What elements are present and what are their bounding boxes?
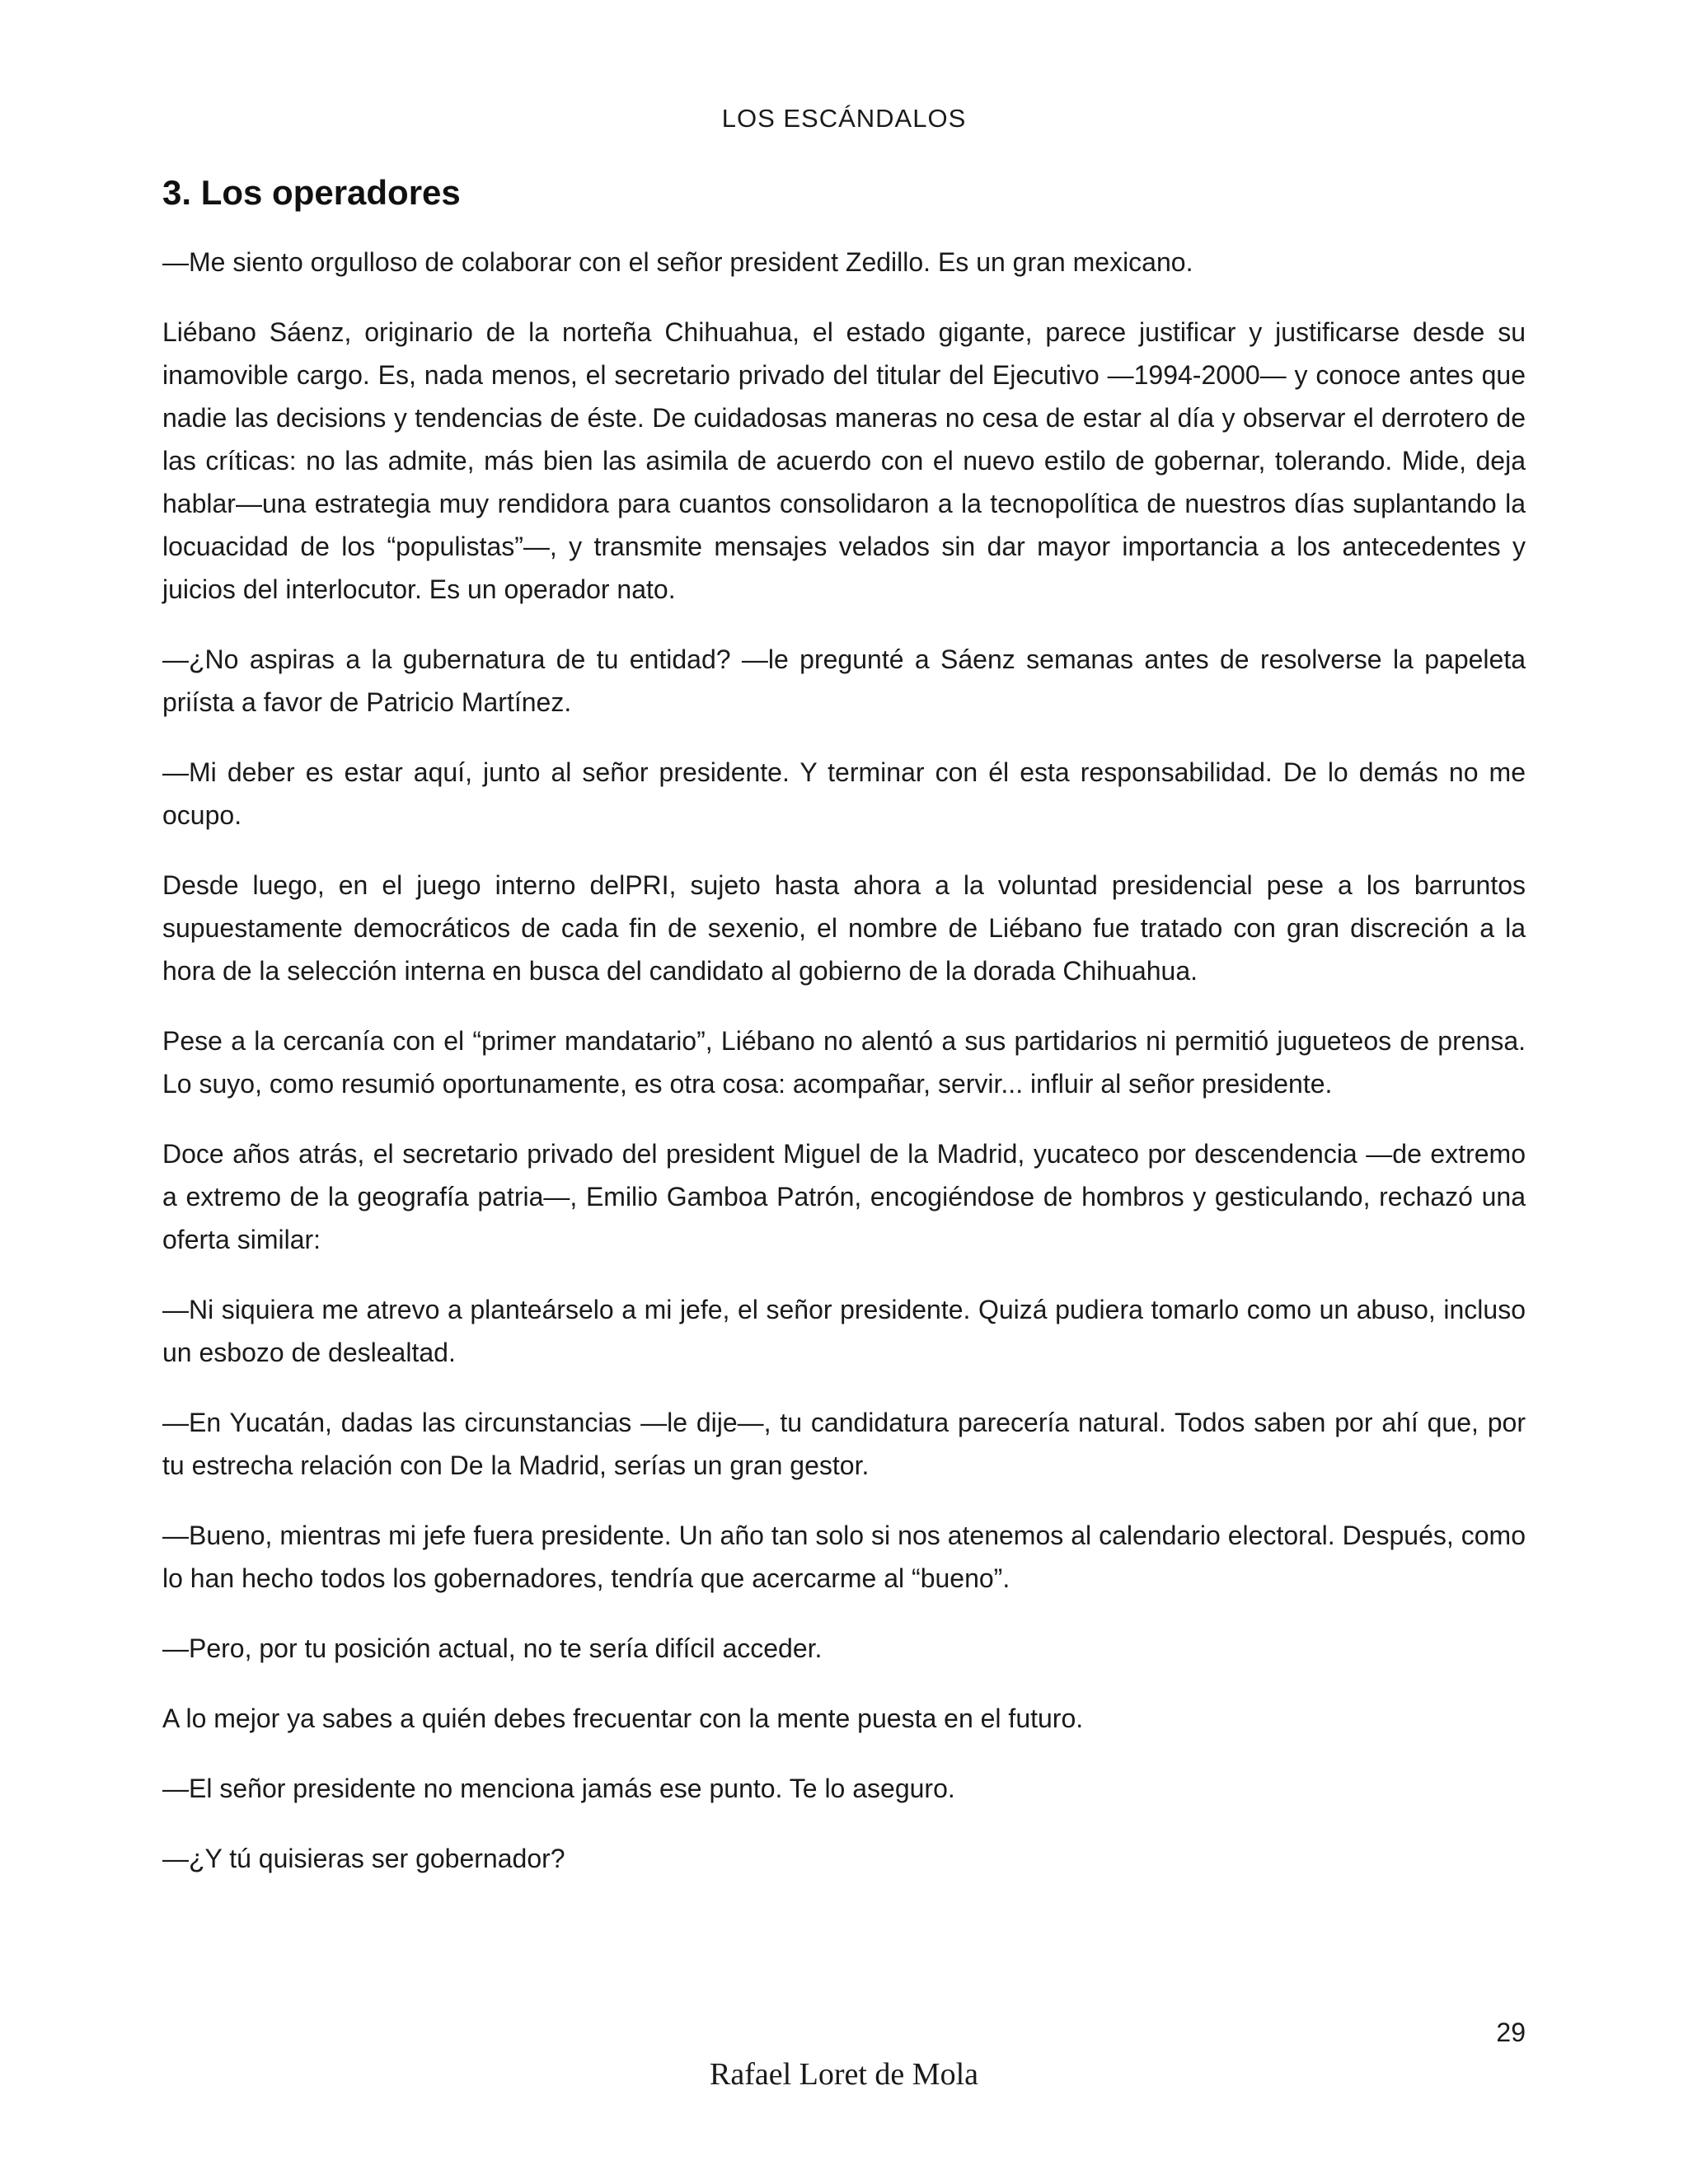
paragraph-4: —Mi deber es estar aquí, junto al señor presidente. Y terminar con él esta responsabilidad. De lo demás no me ocupo.	[162, 757, 1526, 830]
paragraph-11: —Pero, por tu posición actual, no te sería difícil acceder.	[162, 1633, 823, 1663]
paragraph-13: —El señor presidente no menciona jamás ese punto. Te lo aseguro.	[162, 1774, 955, 1803]
paragraph-12: A lo mejor ya sabes a quién debes frecuentar con la mente puesta en el futuro.	[162, 1704, 1084, 1733]
paragraph-2: Liébano Sáenz, originario de la norteña Chihuahua, el estado gigante, parece justificar y justificarse desde su inamovible cargo. Es, nada menos, el secretario privado del titular del Ejecutivo —1994-2000— y conoce antes que nadie las decisions y tendencias de éste. De cuidadosas maneras no cesa de estar al día y observar el derrotero de las críticas: no las admite, más bien las asimila de acuerdo con el nuevo estilo de gobernar, tolerando. Mide, deja hablar—una estrategia muy rendidora para cuantos consolidaron a la tecnopolítica de nuestros días suplantando la locuacidad de los “populistas”—, y transmite mensajes velados sin dar mayor importancia a los antecedentes y juicios del interlocutor. Es un operador nato.	[162, 317, 1526, 604]
paragraph-14: —¿Y tú quisieras ser gobernador?	[162, 1844, 565, 1873]
paragraph-10: —Bueno, mientras mi jefe fuera presidente. Un año tan solo si nos atenemos al calendario electoral. Después, como lo han hecho todos los gobernadores, tendría que acercarme al “bueno”.	[162, 1521, 1526, 1593]
paragraph-5: Desde luego, en el juego interno delPRI, sujeto hasta ahora a la voluntad presidencial pese a los barruntos supuestamente democráticos de cada fin de sexenio, el nombre de Liébano fue tratado con gran discreción a la hora de la selección interna en busca del candidato al gobierno de la dorada Chihuahua.	[162, 870, 1526, 986]
footer-author: Rafael Loret de Mola	[709, 2057, 979, 2092]
page-content	[162, 173, 1526, 1907]
paragraph-7: Doce años atrás, el secretario privado del president Miguel de la Madrid, yucateco por descendencia —de extremo a extremo de la geografía patria—, Emilio Gamboa Patrón, encogiéndose de hombros y gesticulando, rechazó una oferta similar:	[162, 1139, 1526, 1254]
page-number: 29	[1496, 2018, 1526, 2047]
paragraph-8: —Ni siquiera me atrevo a planteárselo a mi jefe, el señor presidente. Quizá pudiera tomarlo como un abuso, incluso un esbozo de deslealtad.	[162, 1295, 1526, 1367]
paragraph-9: —En Yucatán, dadas las circunstancias —le dije—, tu candidatura parecería natural. Todos saben por ahí que, por tu estrecha relación con De la Madrid, serías un gran gestor.	[162, 1408, 1526, 1480]
running-header: LOS ESCÁNDALOS	[721, 104, 967, 133]
paragraph-1: —Me siento orgulloso de colaborar con el señor president Zedillo. Es un gran mexicano.	[162, 247, 1193, 277]
chapter-title: 3. Los operadores	[162, 173, 461, 212]
paragraph-3: —¿No aspiras a la gubernatura de tu entidad? —le pregunté a Sáenz semanas antes de resolverse la papeleta priísta a favor de Patricio Martínez.	[162, 644, 1526, 717]
paragraph-6: Pese a la cercanía con el “primer mandatario”, Liébano no alentó a sus partidarios ni permitió jugueteos de prensa. Lo suyo, como resumió oportunamente, es otra cosa: acompañar, servir... influir al señor presidente.	[162, 1026, 1526, 1099]
